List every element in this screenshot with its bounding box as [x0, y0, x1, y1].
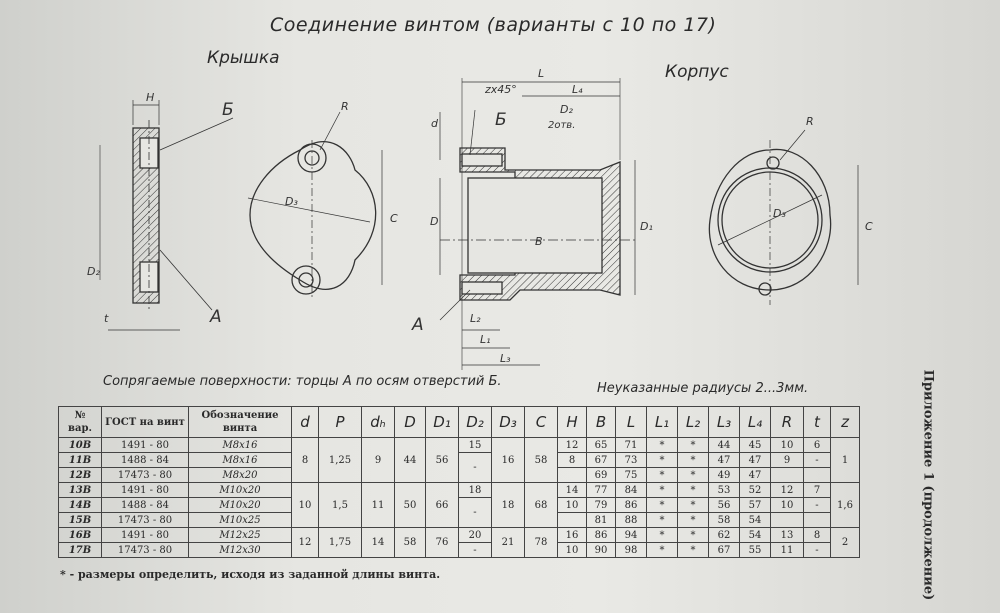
- dim-R-cover: R: [341, 100, 349, 113]
- cell-L2: *: [678, 513, 709, 528]
- cell-D1: 56: [426, 438, 459, 483]
- cell-t: -: [804, 453, 831, 468]
- appendix-caption: Приложение 1 (продолжение): [920, 369, 936, 601]
- cell-designation: М10х25: [189, 513, 292, 528]
- cell-R: 13: [771, 528, 804, 543]
- cell-L: 73: [616, 453, 647, 468]
- table-row: [59, 528, 860, 543]
- cell-var: 13В: [59, 483, 102, 498]
- header-D3: D₃: [492, 407, 525, 438]
- header-no: № вар.: [59, 407, 102, 438]
- table-row: [59, 543, 860, 558]
- header-D: D: [395, 407, 426, 438]
- cell-L4: 54: [740, 528, 771, 543]
- cell-L: 71: [616, 438, 647, 453]
- dim-L3: L₃: [500, 352, 511, 365]
- dim-d: d: [431, 117, 438, 130]
- cell-L4: 55: [740, 543, 771, 558]
- cell-P: 1,25: [319, 438, 362, 483]
- header-L4: L₄: [740, 407, 771, 438]
- cell-C: 78: [525, 528, 558, 558]
- cell-D3: 18: [492, 483, 525, 528]
- spec-table: [58, 406, 860, 558]
- cell-L2: *: [678, 453, 709, 468]
- cell-L1: *: [647, 453, 678, 468]
- cell-R: 10: [771, 498, 804, 513]
- cell-L4: 57: [740, 498, 771, 513]
- cell-D1: 76: [426, 528, 459, 558]
- cell-L3: 58: [709, 513, 740, 528]
- cell-L3: 67: [709, 543, 740, 558]
- header-d: d: [292, 407, 319, 438]
- cell-D1: 66: [426, 483, 459, 528]
- table-row: [59, 483, 860, 498]
- mating-surfaces-note: Сопрягаемые поверхности: торцы А по осям отверстий Б.: [103, 374, 502, 389]
- cell-C: 58: [525, 438, 558, 483]
- cell-H: 14: [558, 483, 587, 498]
- cell-L1: *: [647, 498, 678, 513]
- dim-L2: L₂: [470, 312, 481, 325]
- header-H: H: [558, 407, 587, 438]
- dim-D2-body: D₂: [560, 103, 573, 116]
- cell-D2: 18: [459, 483, 492, 498]
- dim-H: H: [146, 91, 155, 104]
- cell-d: 10: [292, 483, 319, 528]
- cell-var: 10В: [59, 438, 102, 453]
- cell-dh: 9: [362, 438, 395, 483]
- cell-dh: 14: [362, 528, 395, 558]
- cell-L: 84: [616, 483, 647, 498]
- cell-L3: 56: [709, 498, 740, 513]
- cell-t: 6: [804, 438, 831, 453]
- header-designation: Обозначение винта: [189, 407, 292, 438]
- cell-t: -: [804, 498, 831, 513]
- cell-var: 15В: [59, 513, 102, 528]
- header-C: C: [525, 407, 558, 438]
- cell-L3: 62: [709, 528, 740, 543]
- cell-B: 81: [587, 513, 616, 528]
- header-dh: dₕ: [362, 407, 395, 438]
- cell-L: 86: [616, 498, 647, 513]
- dim-L4: L₄: [572, 83, 583, 96]
- cell-B: 67: [587, 453, 616, 468]
- label-a-body: А: [412, 315, 424, 335]
- cell-designation: М8х16: [189, 438, 292, 453]
- cell-L3: 44: [709, 438, 740, 453]
- cell-var: 12В: [59, 468, 102, 483]
- cell-H: 10: [558, 498, 587, 513]
- dim-C-cover: C: [390, 212, 398, 225]
- header-P: P: [319, 407, 362, 438]
- cell-R: 10: [771, 438, 804, 453]
- cell-L3: 53: [709, 483, 740, 498]
- label-b-cover: Б: [222, 100, 234, 120]
- cell-var: 14В: [59, 498, 102, 513]
- cell-B: 86: [587, 528, 616, 543]
- cell-L1: *: [647, 528, 678, 543]
- cell-H: 16: [558, 528, 587, 543]
- table-row: [59, 453, 860, 468]
- cell-z: 1,6: [831, 483, 860, 528]
- cell-P: 1,5: [319, 483, 362, 528]
- cell-L: 75: [616, 468, 647, 483]
- cell-t: 7: [804, 483, 831, 498]
- cell-L2: *: [678, 498, 709, 513]
- cell-D: 50: [395, 483, 426, 528]
- cell-H: 12: [558, 438, 587, 453]
- cell-L: 88: [616, 513, 647, 528]
- cell-B: 79: [587, 498, 616, 513]
- cell-D2: -: [459, 498, 492, 528]
- cell-gost: 17473 - 80: [102, 468, 189, 483]
- header-L: L: [616, 407, 647, 438]
- label-a-cover: А: [210, 307, 222, 327]
- cell-H: [558, 468, 587, 483]
- cell-L1: *: [647, 513, 678, 528]
- dim-D: D: [430, 215, 439, 228]
- cell-L: 98: [616, 543, 647, 558]
- cell-L: 94: [616, 528, 647, 543]
- cell-designation: М10х20: [189, 483, 292, 498]
- header-t: t: [804, 407, 831, 438]
- dim-R-body: R: [806, 115, 814, 128]
- cell-var: 11В: [59, 453, 102, 468]
- radii-note: Неуказанные радиусы 2...3мм.: [597, 381, 809, 396]
- cell-L3: 47: [709, 453, 740, 468]
- cell-var: 16В: [59, 528, 102, 543]
- cell-designation: М8х16: [189, 453, 292, 468]
- header-z: z: [831, 407, 860, 438]
- cell-L4: 47: [740, 453, 771, 468]
- cell-designation: М8х20: [189, 468, 292, 483]
- body-label: Корпус: [665, 62, 729, 82]
- header-B: B: [587, 407, 616, 438]
- header-gost: ГОСТ на винт: [102, 407, 189, 438]
- header-L2: L₂: [678, 407, 709, 438]
- cell-z: 2: [831, 528, 860, 558]
- cell-B: 90: [587, 543, 616, 558]
- dim-D2: D₂: [87, 265, 100, 278]
- header-L3: L₃: [709, 407, 740, 438]
- cell-L2: *: [678, 483, 709, 498]
- cell-D: 58: [395, 528, 426, 558]
- cell-R: 12: [771, 483, 804, 498]
- dim-L1: L₁: [480, 333, 491, 346]
- table-footnote: * - размеры определить, исходя из заданной длины винта.: [60, 568, 441, 581]
- header-R: R: [771, 407, 804, 438]
- dim-two-holes: 2отв.: [548, 120, 576, 131]
- cell-D3: 21: [492, 528, 525, 558]
- cell-R: 9: [771, 453, 804, 468]
- cell-t: [804, 513, 831, 528]
- cell-L2: *: [678, 528, 709, 543]
- cell-gost: 1488 - 84: [102, 453, 189, 468]
- cell-designation: М12х30: [189, 543, 292, 558]
- cell-gost: 1491 - 80: [102, 528, 189, 543]
- cell-D3: 16: [492, 438, 525, 483]
- dim-t: t: [104, 312, 109, 325]
- cell-P: 1,75: [319, 528, 362, 558]
- dim-B: B: [535, 235, 543, 248]
- cell-L1: *: [647, 543, 678, 558]
- cell-H: [558, 513, 587, 528]
- cell-gost: 17473 - 80: [102, 513, 189, 528]
- table-row: [59, 438, 860, 453]
- cell-gost: 1488 - 84: [102, 498, 189, 513]
- cell-D2: 15: [459, 438, 492, 453]
- cell-D2: -: [459, 543, 492, 558]
- cell-C: 68: [525, 483, 558, 528]
- dim-chamfer: zx45°: [485, 83, 517, 96]
- dim-D1: D₁: [640, 220, 653, 233]
- cell-var: 17В: [59, 543, 102, 558]
- dim-D3: D₃: [285, 195, 298, 208]
- cell-L4: 45: [740, 438, 771, 453]
- label-b-body: Б: [495, 110, 507, 130]
- cell-L2: *: [678, 438, 709, 453]
- page-title: Соединение винтом (варианты с 10 по 17): [270, 14, 717, 36]
- cell-L2: *: [678, 468, 709, 483]
- cell-d: 8: [292, 438, 319, 483]
- cell-R: 11: [771, 543, 804, 558]
- header-L1: L₁: [647, 407, 678, 438]
- cell-R: [771, 468, 804, 483]
- cell-L3: 49: [709, 468, 740, 483]
- cell-L1: *: [647, 468, 678, 483]
- cell-R: [771, 513, 804, 528]
- cell-L1: *: [647, 483, 678, 498]
- cell-D: 44: [395, 438, 426, 483]
- table-row: [59, 498, 860, 513]
- cell-t: [804, 468, 831, 483]
- cell-H: 10: [558, 543, 587, 558]
- cell-designation: М12х25: [189, 528, 292, 543]
- cell-D2: 20: [459, 528, 492, 543]
- dim-L: L: [538, 67, 545, 80]
- cell-L2: *: [678, 543, 709, 558]
- cell-H: 8: [558, 453, 587, 468]
- cell-d: 12: [292, 528, 319, 558]
- header-D1: D₁: [426, 407, 459, 438]
- cell-D2: -: [459, 453, 492, 483]
- header-D2: D₂: [459, 407, 492, 438]
- cell-L1: *: [647, 438, 678, 453]
- cell-t: -: [804, 543, 831, 558]
- cell-z: 1: [831, 438, 860, 483]
- cell-t: 8: [804, 528, 831, 543]
- cell-gost: 1491 - 80: [102, 438, 189, 453]
- cell-gost: 1491 - 80: [102, 483, 189, 498]
- cell-B: 69: [587, 468, 616, 483]
- cell-dh: 11: [362, 483, 395, 528]
- cell-gost: 17473 - 80: [102, 543, 189, 558]
- cell-L4: 54: [740, 513, 771, 528]
- dim-C-body: C: [865, 220, 873, 233]
- cell-L4: 52: [740, 483, 771, 498]
- cell-designation: М10х20: [189, 498, 292, 513]
- cell-L4: 47: [740, 468, 771, 483]
- cell-B: 65: [587, 438, 616, 453]
- dim-D3-body: D₃: [773, 207, 786, 220]
- cover-label: Крышка: [207, 48, 280, 68]
- cell-B: 77: [587, 483, 616, 498]
